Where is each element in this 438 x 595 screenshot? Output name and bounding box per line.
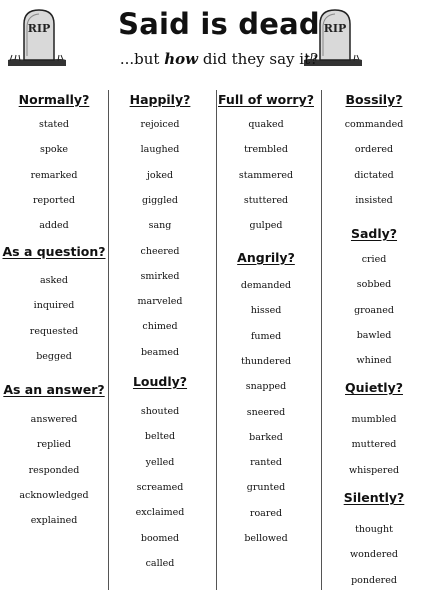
synonym-word: boomed	[140, 532, 180, 544]
synonym-word: reported	[32, 194, 76, 206]
synonym-word: screamed	[136, 481, 184, 493]
synonym-word: grunted	[246, 482, 286, 494]
synonym-word: answered	[30, 414, 78, 425]
synonym-word: yelled	[145, 456, 175, 468]
synonym-word: trembled	[244, 144, 288, 156]
synonym-word: spoke	[39, 144, 69, 156]
synonym-word: begged	[36, 350, 72, 362]
synonym-word: sang	[148, 220, 172, 232]
synonym-word: laughed	[140, 144, 180, 156]
synonym-word: added	[39, 220, 69, 232]
synonym-word: commanded	[344, 119, 404, 130]
synonym-word: remarked	[30, 169, 78, 181]
subtitle-pre: ...but	[119, 50, 165, 68]
synonym-word: joked	[146, 169, 174, 181]
synonym-word: cheered	[140, 245, 180, 257]
synonym-word: whined	[356, 355, 392, 367]
synonym-word: rejoiced	[140, 119, 180, 130]
synonym-word: ordered	[354, 144, 394, 156]
synonym-word: thundered	[240, 355, 292, 367]
category-heading: Bossily?	[345, 92, 403, 107]
synonym-word: sobbed	[356, 279, 392, 291]
synonym-word: bawled	[356, 329, 392, 341]
synonym-word: roared	[249, 507, 283, 519]
synonym-word: mumbled	[351, 414, 397, 425]
synonym-word: beamed	[140, 346, 180, 358]
subtitle-post: did they say it?	[198, 50, 319, 68]
synonym-word: acknowledged	[19, 489, 89, 501]
synonym-word: exclaimed	[135, 507, 185, 519]
synonym-word: sneered	[246, 406, 286, 418]
synonym-word: cried	[361, 254, 387, 265]
synonym-word: snapped	[245, 381, 287, 393]
category-heading: As a question?	[2, 244, 106, 259]
synonym-word: pondered	[351, 574, 397, 586]
synonym-word: whispered	[348, 464, 400, 476]
synonym-word: quaked	[248, 119, 284, 130]
category-heading: Sadly?	[350, 226, 398, 241]
synonym-word: stammered	[238, 169, 294, 181]
synonym-word: giggled	[141, 194, 179, 206]
page-title: Said is dead	[118, 7, 320, 41]
synonym-word: groaned	[354, 304, 394, 316]
synonym-word: fumed	[250, 330, 282, 342]
synonym-word: stated	[39, 119, 69, 130]
synonym-word: ranted	[250, 457, 282, 469]
svg-text:RIP: RIP	[323, 22, 347, 35]
synonym-word: wondered	[350, 549, 398, 561]
category-heading: Happily?	[129, 92, 191, 107]
synonym-word: bellowed	[244, 533, 288, 544]
synonym-word: inquired	[33, 300, 75, 312]
category-heading: Angrily?	[237, 250, 295, 265]
synonym-word: thought	[355, 524, 393, 535]
synonym-word: responded	[28, 464, 80, 476]
synonym-word: replied	[36, 439, 72, 451]
synonym-word: shouted	[140, 406, 180, 417]
page-subtitle	[0, 50, 438, 68]
category-heading: Loudly?	[132, 374, 188, 389]
synonym-word: asked	[40, 275, 68, 286]
category-heading: As an answer?	[3, 382, 105, 397]
synonym-word: belted	[144, 431, 176, 443]
category-heading: Quietly?	[345, 380, 403, 395]
category-heading: Full of worry?	[218, 92, 314, 107]
synonym-word: requested	[29, 325, 79, 337]
synonym-word: insisted	[355, 194, 393, 206]
synonym-word: smirked	[140, 270, 180, 282]
subtitle-emphasis: how	[164, 50, 199, 68]
synonym-word: barked	[249, 431, 283, 443]
synonym-word: hissed	[250, 305, 282, 317]
category-heading: Silently?	[343, 490, 405, 505]
synonym-word: chimed	[142, 321, 178, 333]
synonym-word: explained	[30, 515, 78, 527]
svg-text:RIP: RIP	[27, 22, 51, 35]
synonym-word: called	[145, 557, 175, 569]
synonym-word: gulped	[249, 220, 283, 232]
synonym-word: demanded	[240, 280, 292, 291]
synonym-word: marveled	[137, 296, 183, 308]
header	[0, 0, 438, 80]
synonym-word: dictated	[354, 169, 394, 181]
synonym-word: stuttered	[243, 194, 289, 206]
category-heading: Normally?	[18, 92, 90, 107]
synonym-word: muttered	[351, 439, 397, 451]
